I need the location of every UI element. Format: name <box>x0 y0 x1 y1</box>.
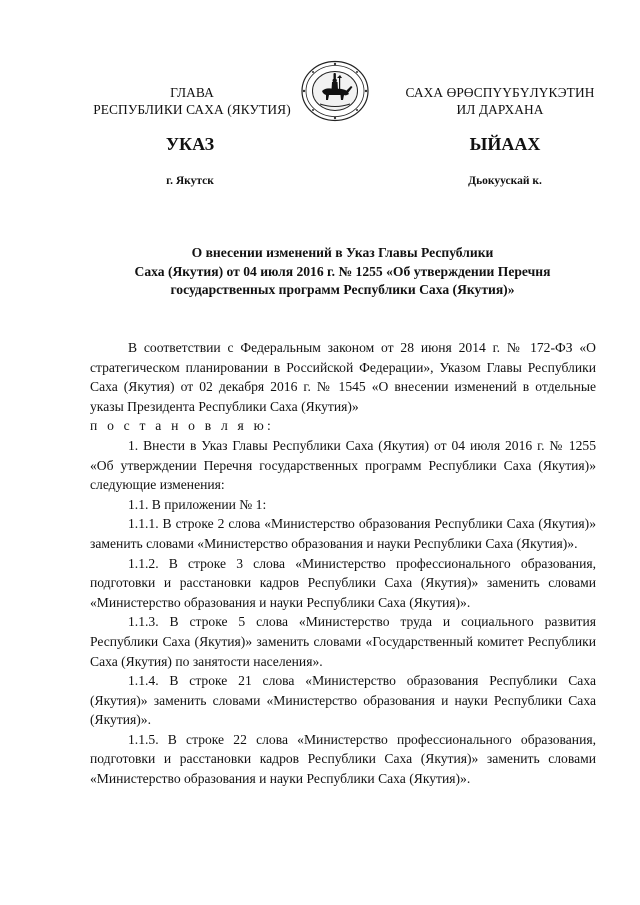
paragraph-1-1-4: 1.1.4. В строке 21 слова «Министерство образования Республики Саха (Якутия)» заменить словами «Министерство образования и науки Республики Саха (Якутия)». <box>90 673 596 728</box>
paragraph-1-1: 1.1. В приложении № 1: <box>128 496 267 512</box>
left-header <box>82 84 302 118</box>
right-header-line2: ИЛ ДАРХАНА <box>456 102 544 117</box>
paragraph-1-1-3: 1.1.3. В строке 5 слова «Министерство труда и социального развития Республики Саха (Якутия)» заменить словами «Государственный комитет Республики Саха (Якутия) по занятости населения». <box>90 614 596 669</box>
paragraph-1-1-1: 1.1.1. В строке 2 слова «Министерство образования Республики Саха (Якутия)» заменить словами «Министерство образования и науки Республики Саха (Якутия)». <box>90 516 596 551</box>
right-header <box>390 84 610 118</box>
left-header-line2: РЕСПУБЛИКИ САХА (ЯКУТИЯ) <box>93 102 291 117</box>
city-ru: г. Якутск <box>166 175 214 187</box>
city-sah: Дьокуускай к. <box>468 175 542 187</box>
decree-label-ru: УКАЗ <box>165 134 215 154</box>
preamble-paragraph: В соответствии с Федеральным законом от 28 июня 2014 г. № 172-ФЗ «О стратегическом планировании в Российской Федерации», Указом Главы Республики Саха (Якутия) от 02 декабря 2016 г. № 1545 «О внесении изменений в отдельные указы Президента Республики Саха (Якутия)» <box>90 340 596 414</box>
paragraph-1-1-2: 1.1.2. В строке 3 слова «Министерство профессионального образования, подготовки и расстановки кадров Республики Саха (Якутия)» заменить словами «Министерство образования и науки Республики Саха (Якутия)». <box>90 555 596 610</box>
republic-coat-of-arms-icon <box>300 60 370 122</box>
right-header-line1: САХА ӨРӨСПҮҮБҮЛҮКЭТИН <box>405 85 595 100</box>
left-header-line1: ГЛАВА <box>170 85 214 100</box>
decree-word: п о с т а н о в л я ю: <box>90 418 274 434</box>
title-line1: О внесении изменений в Указ Главы Республики <box>191 245 494 260</box>
title-line2: Саха (Якутия) от 04 июля 2016 г. № 1255 «Об утверждении Перечня <box>134 263 551 279</box>
title-line3: государственных программ Республики Саха (Якутия)» <box>170 282 515 297</box>
decree-label-sah: ЫЙААХ <box>469 134 541 154</box>
paragraph-1-1-5: 1.1.5. В строке 22 слова «Министерство профессионального образования, подготовки и расстановки кадров Республики Саха (Якутия)» заменить словами «Министерство образования и науки Республики Саха (Якутия)». <box>90 731 596 787</box>
paragraph-1: 1. Внести в Указ Главы Республики Саха (Якутия) от 04 июля 2016 г. № 1255 «Об утверждении Перечня государственных программ Республики Саха (Якутия)» следующие изменения: <box>90 437 596 493</box>
document-body <box>90 338 596 789</box>
document-title <box>90 244 595 300</box>
